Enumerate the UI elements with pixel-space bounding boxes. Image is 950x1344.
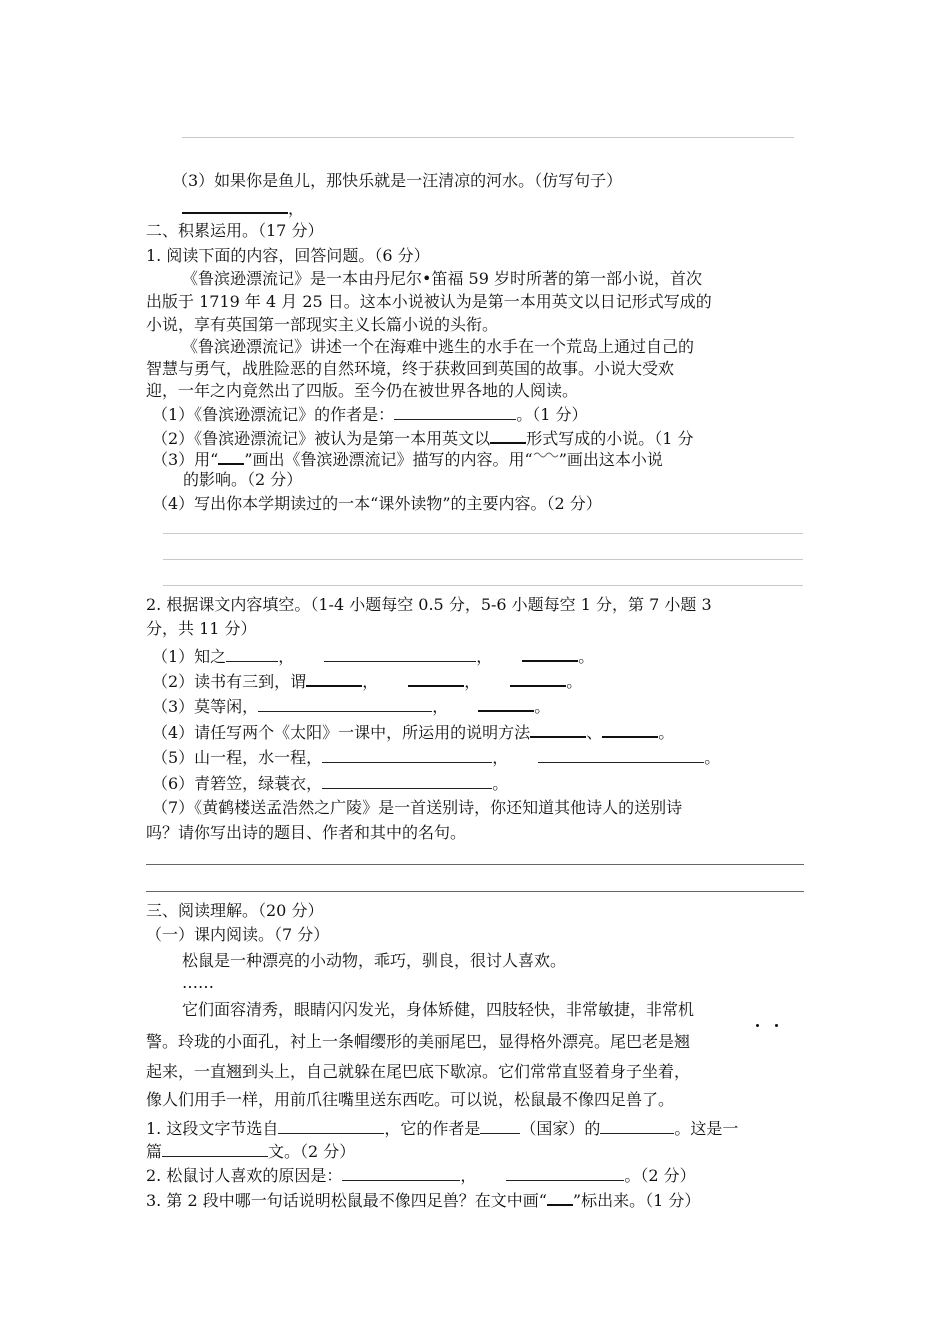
reading-q1: 1. 这段文字节选自 ，它的作者是 （国家）的 。这是一 bbox=[146, 1119, 739, 1138]
answer-blank[interactable] bbox=[182, 196, 288, 214]
passage-line: 警。玲珑的小面孔，衬上一条帽缨形的美丽尾巴，显得格外漂亮。尾巴老是翘 bbox=[146, 1032, 691, 1051]
reading-q2: 2. 松鼠讨人喜欢的原因是： ， 。（2 分） bbox=[146, 1166, 696, 1185]
answer-line[interactable] bbox=[163, 585, 803, 586]
underline-sample bbox=[218, 447, 244, 465]
form-blank[interactable] bbox=[490, 426, 526, 444]
fill-blank[interactable] bbox=[480, 1117, 520, 1134]
fill-item-7: （7）《黄鹤楼送孟浩然之广陵》是一首送别诗，你还知道其他诗人的送别诗 bbox=[152, 798, 683, 817]
q2-title-cont: 分，共 11 分） bbox=[146, 619, 257, 638]
answer-line[interactable] bbox=[163, 533, 803, 534]
fill-blank[interactable] bbox=[600, 1117, 674, 1134]
answer-line[interactable] bbox=[163, 559, 803, 560]
underline-sample bbox=[547, 1188, 573, 1206]
fill-item-4: （4）请任写两个《太阳》一课中，所运用的说明方法 、 。 bbox=[152, 720, 674, 744]
answer-line[interactable] bbox=[146, 891, 804, 892]
fill-blank[interactable] bbox=[306, 669, 362, 687]
fill-blank[interactable] bbox=[258, 695, 432, 712]
q1-passage-line: 《鲁滨逊漂流记》是一本由丹尼尔•笛福 59 岁时所著的第一部小说，首次 bbox=[182, 269, 702, 288]
emphasis-dot bbox=[775, 1024, 778, 1027]
passage-line: 它们面容清秀，眼睛闪闪发光，身体矫健，四肢轻快，非常敏捷，非常机 bbox=[182, 1000, 695, 1019]
fill-item-1: （1）知之 ， ， 。 bbox=[152, 644, 594, 668]
fill-blank[interactable] bbox=[602, 720, 658, 738]
reading-q1-cont: 篇 文。（2 分） bbox=[146, 1142, 356, 1161]
q1-sub3: （3）用“ ”画出《鲁滨逊漂流记》描写的内容。用“ ”画出这本小说 bbox=[152, 447, 663, 471]
q1-sub3-cont: 的影响。（2 分） bbox=[183, 470, 303, 489]
top-item: （3）如果你是鱼儿，那快乐就是一汪清凉的河水。（仿写句子） bbox=[172, 171, 623, 190]
fill-blank[interactable] bbox=[408, 669, 464, 687]
answer-line[interactable] bbox=[146, 864, 804, 865]
passage-line: 起来，一直翘到头上，自己就躲在尾巴底下歇凉。它们常常直竖着身子坐着， bbox=[146, 1062, 691, 1081]
q2-title: 2. 根据课文内容填空。（1-4 小题每空 0.5 分，5-6 小题每空 1 分，第 7 小题 3 bbox=[146, 595, 712, 614]
q1-passage-line: 小说，享有英国第一部现实主义长篇小说的头衔。 bbox=[146, 315, 499, 334]
passage-line: 松鼠是一种漂亮的小动物，乖巧，驯良，很讨人喜欢。 bbox=[182, 951, 567, 970]
wavy-line-icon bbox=[533, 449, 559, 459]
fill-blank[interactable] bbox=[522, 644, 578, 662]
passage-ellipsis: …… bbox=[182, 973, 214, 992]
emphasis-dot bbox=[756, 1024, 759, 1027]
passage-line: 像人们用手一样，用前爪往嘴里送东西吃。可以说，松鼠最不像四足兽了。 bbox=[146, 1090, 675, 1109]
fill-blank[interactable] bbox=[342, 1164, 460, 1181]
q1-sub2: （2）《鲁滨逊漂流记》被认为是第一本用英文以 形式写成的小说。（1 分 bbox=[152, 426, 693, 450]
fill-blank[interactable] bbox=[538, 746, 704, 763]
section3-subheading: （一）课内阅读。（7 分） bbox=[146, 925, 330, 944]
fill-item-3: （3）莫等闲， ， 。 bbox=[152, 694, 550, 718]
fill-blank[interactable] bbox=[324, 645, 476, 662]
q1-sub4: （4）写出你本学期读过的一本“课外读物”的主要内容。（2 分） bbox=[152, 494, 602, 513]
fill-blank[interactable] bbox=[478, 694, 534, 712]
fill-blank[interactable] bbox=[530, 720, 586, 738]
top-item-answer: ， bbox=[182, 196, 304, 220]
q1-passage-line: 迎，一年之内竟然出了四版。至今仍在被世界各地的人阅读。 bbox=[146, 381, 579, 400]
q1-passage-line: 《鲁滨逊漂流记》讲述一个在海难中逃生的水手在一个荒岛上通过自己的 bbox=[182, 337, 695, 356]
q1-passage-line: 智慧与勇气，战胜险恶的自然环境，终于获救回到英国的故事。小说大受欢 bbox=[146, 359, 675, 378]
fill-item-2: （2）读书有三到，谓 ， ， 。 bbox=[152, 669, 582, 693]
q1-title: 1. 阅读下面的内容，回答问题。（6 分） bbox=[146, 246, 430, 265]
fill-item-7-cont: 吗？请你写出诗的题目、作者和其中的名句。 bbox=[146, 823, 467, 842]
fill-blank[interactable] bbox=[226, 645, 278, 662]
fill-blank[interactable] bbox=[322, 746, 492, 763]
fill-blank[interactable] bbox=[510, 669, 566, 687]
fill-item-5: （5）山一程，水一程， ， 。 bbox=[152, 748, 721, 767]
fill-blank[interactable] bbox=[322, 772, 492, 789]
section3-heading: 三、阅读理解。（20 分） bbox=[146, 901, 324, 920]
fill-blank[interactable] bbox=[506, 1164, 624, 1181]
fill-blank[interactable] bbox=[278, 1117, 384, 1134]
fill-item-6: （6）青箬笠，绿蓑衣， 。 bbox=[152, 774, 509, 793]
q1-passage-line: 出版于 1719 年 4 月 25 日。这本小说被认为是第一本用英文以日记形式写成的 bbox=[146, 292, 712, 311]
q1-sub1: （1）《鲁滨逊漂流记》的作者是： 。（1 分） bbox=[152, 405, 588, 424]
header-rule bbox=[182, 137, 794, 138]
author-blank[interactable] bbox=[394, 403, 516, 420]
fill-blank[interactable] bbox=[162, 1140, 268, 1157]
section2-heading: 二、积累运用。（17 分） bbox=[146, 221, 324, 240]
reading-q3: 3. 第 2 段中哪一句话说明松鼠最不像四足兽？在文中画“ ”标出来。（1 分） bbox=[146, 1188, 700, 1212]
